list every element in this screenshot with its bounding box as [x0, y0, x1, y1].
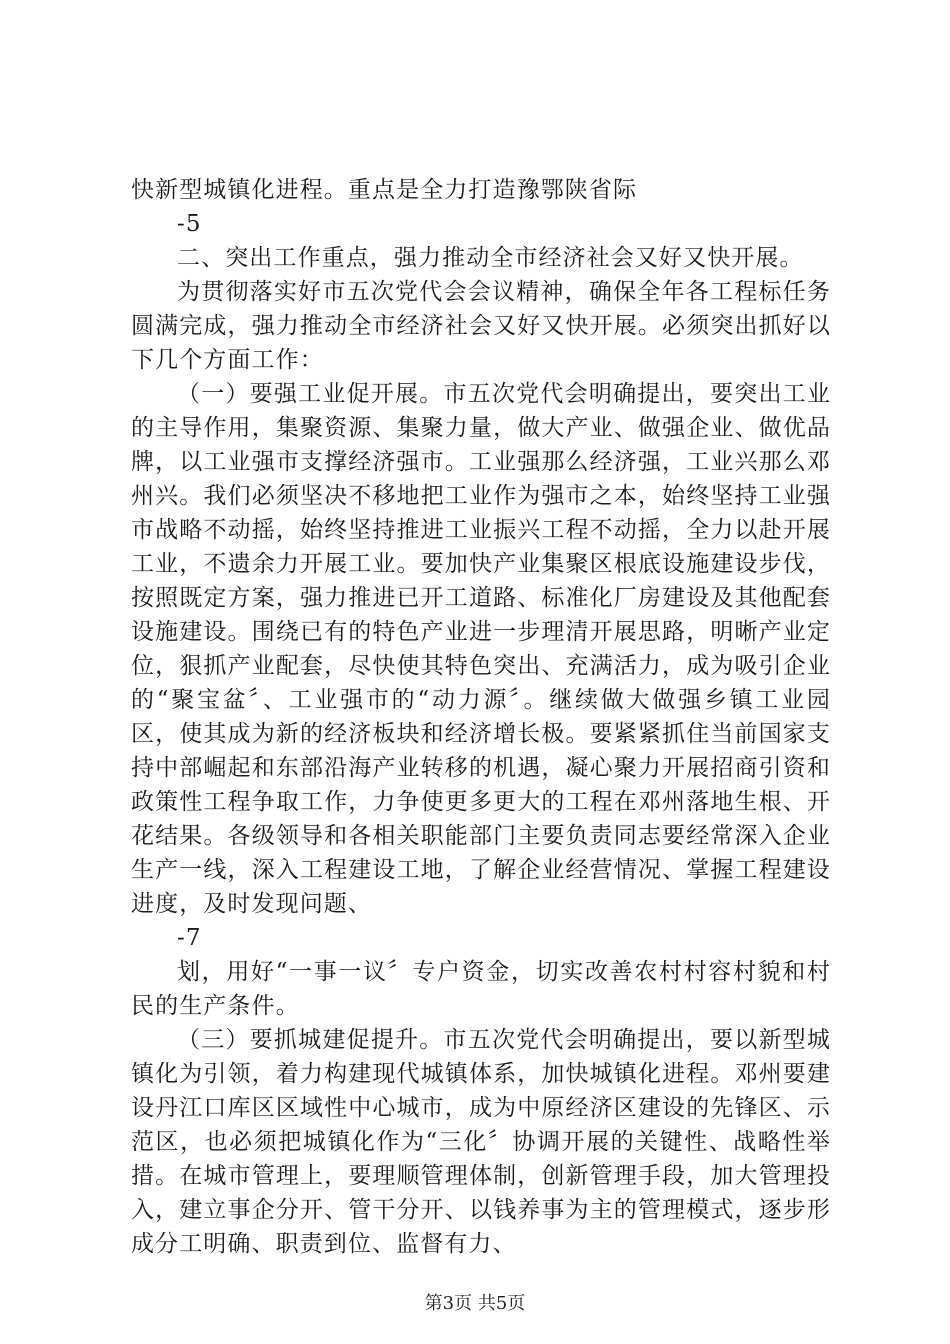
document-body — [131, 173, 831, 1261]
page-marker: -5 — [177, 211, 202, 237]
section-heading: 二、突出工作重点，强力推动全市经济社会又好又快开展。 — [177, 245, 804, 271]
paragraph: 为贯彻落实好市五次党代会会议精神，确保全年各工程标任务圆满完成，强力推动全市经济社会又好又快开展。必须突出抓好以下几个方面工作： — [131, 279, 831, 373]
paragraph-continuation: 快新型城镇化进程。重点是全力打造豫鄂陕省际 — [131, 177, 638, 203]
paragraph-industry: （一）要强工业促开展。市五次党代会明确提出，要突出工业的主导作用，集聚资源、集聚力量，做大产业、做强企业、做优品牌，以工业强市支撑经济强市。工业强那么经济强，工业兴那么邓州兴。我们必须坚决不移地把工业作为强市之本，始终坚持工业强市战略不动摇，始终坚持推进工业振兴工程不动摇，全力以赴开展工业，不遗余力开展工业。要加快产业集聚区根底设施建设步伐，按照既定方案，强力推进已开工道路、标准化厂房建设及其他配套设施建设。围绕已有的特色产业进一步理清开展思路，明晰产业定位，狠抓产业配套，尽快使其特色突出、充满活力，成为吸引企业的“聚宝盆〞、工业强市的“动力源〞。继续做大做强乡镇工业园区，使其成为新的经济板块和经济增长极。要紧紧抓住当前国家支持中部崛起和东部沿海产业转移的机遇，凝心聚力开展招商引资和政策性工程争取工作，力争使更多更大的工程在邓州落地生根、开花结果。各级领导和各相关职能部门主要负责同志要经常深入企业生产一线，深入工程建设工地，了解企业经营情况、掌握工程建设进度，及时发现问题、 — [131, 381, 831, 917]
page-footer: 第3页 共5页 — [424, 1293, 526, 1314]
paragraph: 划，用好“一事一议〞专户资金，切实改善农村村容村貌和村民的生产条件。 — [131, 959, 831, 1019]
paragraph-urban: （三）要抓城建促提升。市五次党代会明确提出，要以新型城镇化为引领，着力构建现代城镇体系，加快城镇化进程。邓州要建设丹江口库区区域性中心城市，成为中原经济区建设的先锋区、示范区，也必须把城镇化作为“三化〞协调开展的关键性、战略性举措。在城市管理上，要理顺管理体制，创新管理手段，加大管理投入，建立事企分开、管干分开、以钱养事为主的管理模式，逐步形成分工明确、职责到位、监督有力、 — [131, 1027, 831, 1257]
page-marker: -7 — [177, 925, 202, 951]
